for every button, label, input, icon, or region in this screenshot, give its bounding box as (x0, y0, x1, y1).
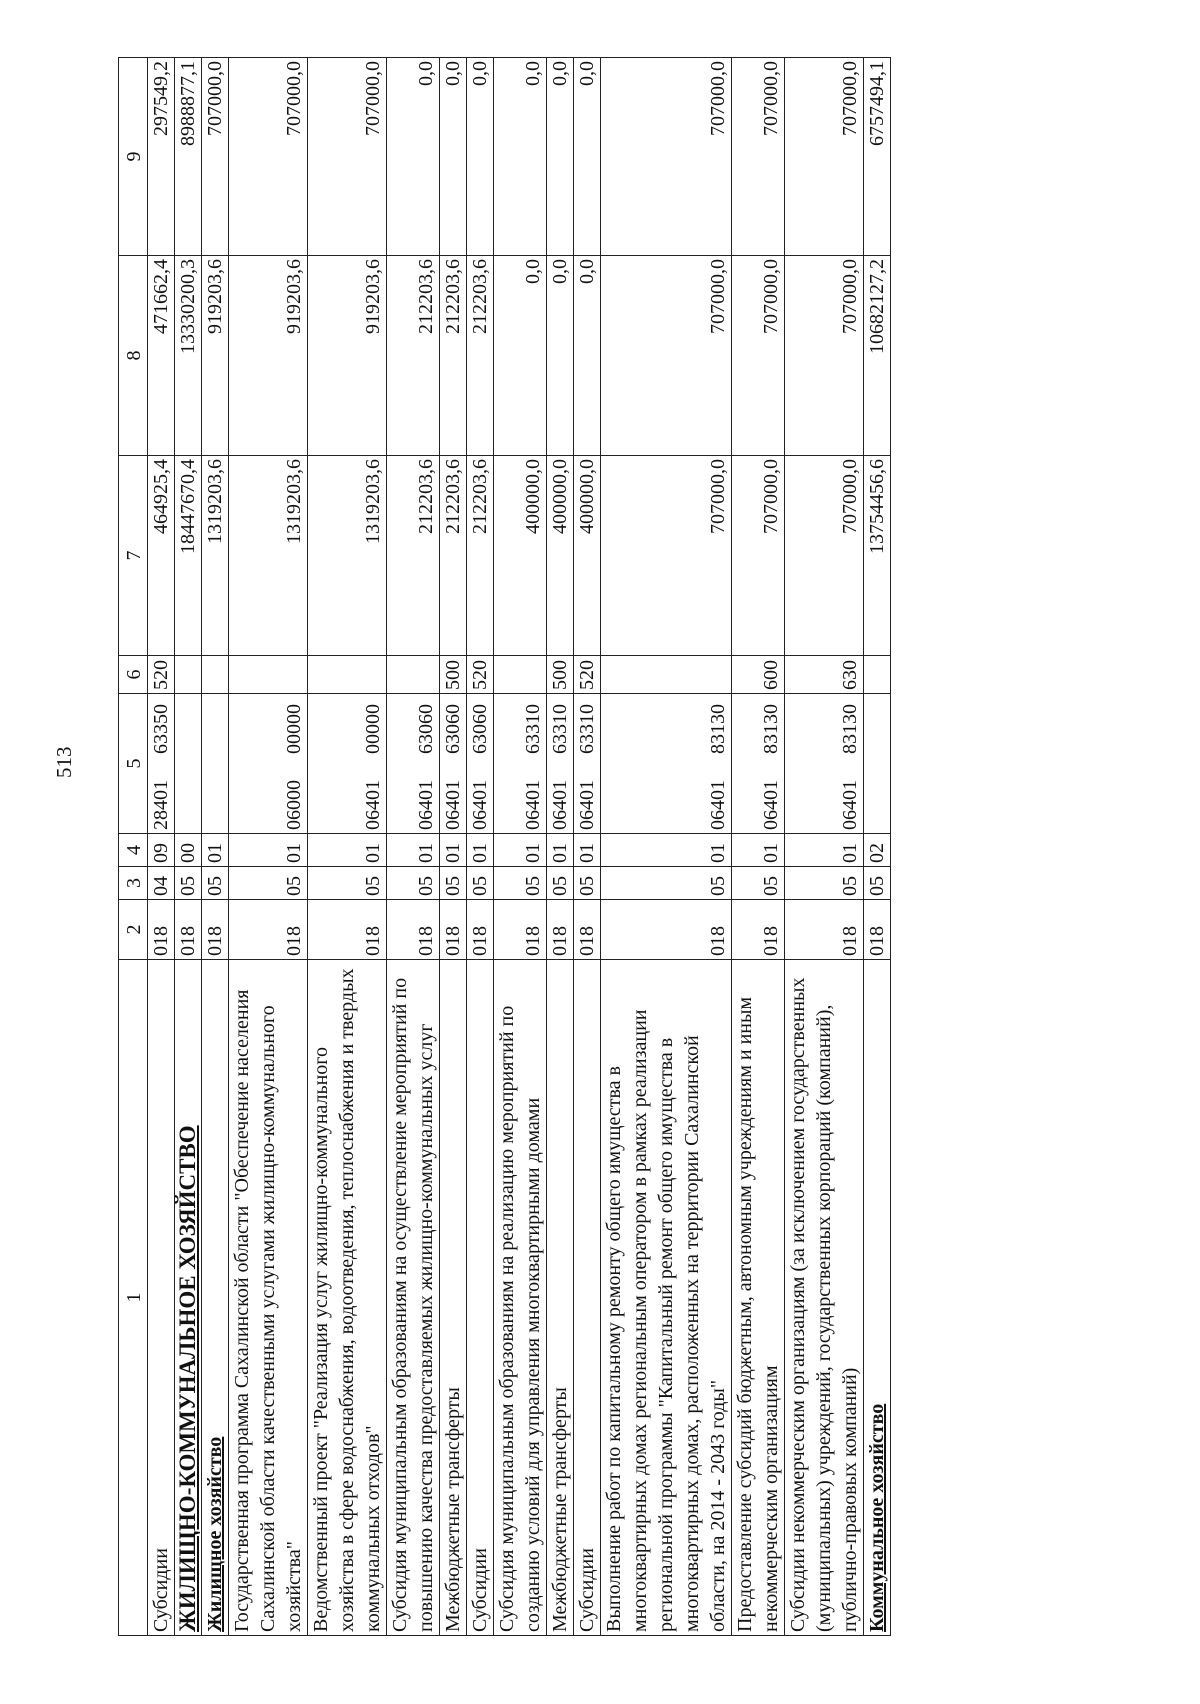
row-code-4: 02 (864, 834, 891, 867)
row-value-9: 707000,0 (308, 58, 387, 256)
row-code-6 (864, 656, 891, 694)
row-code-5b: 63350 (150, 704, 172, 754)
row-code-6 (308, 656, 387, 694)
row-code-5 (308, 694, 387, 834)
row-code-5b: 00000 (283, 704, 305, 754)
row-code-3: 05 (229, 867, 308, 900)
row-code-5 (387, 694, 440, 834)
table-row (547, 58, 574, 1636)
row-value-8: 707000,0 (785, 256, 864, 456)
row-name: Субсидия муниципальным образованиям на осуществление мероприятий по повышению качества предоставляемых жилищно-коммунальных услуг (387, 960, 440, 1636)
row-code-4: 01 (732, 834, 785, 867)
row-name: Государственная программа Сахалинской области "Обеспечение населения Сахалинской области качественными услугами жилищно-коммунального хозяйства" (229, 960, 308, 1636)
row-value-8: 0,0 (574, 256, 601, 456)
row-code-4: 01 (229, 834, 308, 867)
row-value-7: 212203,6 (387, 456, 440, 656)
row-name: Коммунальное хозяйство (864, 960, 891, 1636)
table-row (308, 58, 387, 1636)
row-code-3: 05 (785, 867, 864, 900)
row-code-6 (601, 656, 732, 694)
rotated-table-wrapper (118, 58, 1168, 1636)
row-name: Ведомственный проект "Реализация услуг жилищно-коммунального хозяйства в сфере водоснабжения, водоотведения, теплоснабжения и твердых коммунальных отходов" (308, 960, 387, 1636)
row-value-9: 707000,0 (732, 58, 785, 256)
row-name: ЖИЛИЩНО-КОММУНАЛЬНОЕ ХОЗЯЙСТВО (175, 960, 202, 1636)
row-code-2: 018 (547, 900, 574, 960)
row-code-5b: 63060 (469, 704, 491, 754)
row-value-9: 8988877,1 (175, 58, 202, 256)
row-code-4: 01 (601, 834, 732, 867)
row-value-7: 1319203,6 (308, 456, 387, 656)
row-code-5b: 63060 (442, 704, 464, 754)
row-code-5 (175, 694, 202, 834)
row-value-9: 707000,0 (601, 58, 732, 256)
header-row (119, 58, 148, 1636)
row-code-4: 01 (574, 834, 601, 867)
row-value-8: 707000,0 (732, 256, 785, 456)
row-name: Субсидия муниципальным образованиям на реализацию мероприятий по созданию условий для управления многоквартирными домами (494, 960, 547, 1636)
row-code-3: 05 (308, 867, 387, 900)
row-code-6: 520 (574, 656, 601, 694)
row-name: Субсидии (467, 960, 494, 1636)
row-value-9: 707000,0 (229, 58, 308, 256)
row-code-5a: 06401 (576, 780, 598, 830)
table-row (864, 58, 891, 1636)
table-row (732, 58, 785, 1636)
row-value-8: 212203,6 (467, 256, 494, 456)
row-value-8: 10682127,2 (864, 256, 891, 456)
row-code-2: 018 (574, 900, 601, 960)
row-code-5b: 00000 (362, 704, 384, 754)
row-code-5b: 63310 (549, 704, 571, 754)
row-code-5a: 06401 (839, 780, 861, 830)
row-code-6: 520 (148, 656, 175, 694)
row-value-7: 13754456,6 (864, 456, 891, 656)
row-value-9: 707000,0 (785, 58, 864, 256)
row-code-2: 018 (732, 900, 785, 960)
row-value-7: 18447670,4 (175, 456, 202, 656)
row-code-5a: 06401 (469, 780, 491, 830)
row-code-3: 05 (574, 867, 601, 900)
row-code-3: 05 (601, 867, 732, 900)
row-code-4: 01 (308, 834, 387, 867)
row-code-4: 01 (494, 834, 547, 867)
row-code-3: 05 (175, 867, 202, 900)
row-value-7: 1319203,6 (202, 456, 229, 656)
row-code-4: 09 (148, 834, 175, 867)
row-value-7: 212203,6 (440, 456, 467, 656)
col-header-6: 6 (119, 656, 148, 694)
table-row (467, 58, 494, 1636)
col-header-2: 2 (119, 900, 148, 960)
row-code-5a: 06401 (549, 780, 571, 830)
row-value-7: 212203,6 (467, 456, 494, 656)
row-code-5 (148, 694, 175, 834)
col-header-8: 8 (119, 256, 148, 456)
row-code-5a: 06401 (707, 780, 729, 830)
row-code-4: 01 (785, 834, 864, 867)
page-number: 513 (52, 746, 76, 778)
row-name: Субсидии некоммерческим организациям (за исключением государственных (муниципальных) учреждений, государственных корпораций (компаний), публично-правовых компаний) (785, 960, 864, 1636)
row-code-5 (785, 694, 864, 834)
row-value-7: 707000,0 (732, 456, 785, 656)
row-value-9: 297549,2 (148, 58, 175, 256)
row-code-5a: 06401 (362, 780, 384, 830)
row-code-6 (202, 656, 229, 694)
row-code-4: 01 (547, 834, 574, 867)
table-row (785, 58, 864, 1636)
row-code-5a: 06401 (415, 780, 437, 830)
row-code-5b: 83130 (760, 704, 782, 754)
row-code-3: 05 (440, 867, 467, 900)
row-code-6 (494, 656, 547, 694)
row-code-5 (202, 694, 229, 834)
row-value-8: 471662,4 (148, 256, 175, 456)
row-code-5a: 06000 (283, 780, 305, 830)
table-body (148, 58, 891, 1636)
row-name: Выполнение работ по капитальному ремонту общего имущества в многоквартирных домах региональным оператором в рамках реализации региональной программы "Капитальный ремонт общего имущества в многоквартирных домах, расположенных на территории Сахалинской области, на 2014 - 2043 годы" (601, 960, 732, 1636)
row-name: Межбюджетные трансферты (440, 960, 467, 1636)
table-row (175, 58, 202, 1636)
row-code-5a: 28401 (150, 780, 172, 830)
row-code-4: 01 (202, 834, 229, 867)
row-code-5 (229, 694, 308, 834)
row-code-3: 05 (732, 867, 785, 900)
row-code-6: 600 (732, 656, 785, 694)
row-code-2: 018 (785, 900, 864, 960)
row-code-4: 01 (387, 834, 440, 867)
row-value-9: 0,0 (494, 58, 547, 256)
row-value-8: 0,0 (494, 256, 547, 456)
row-code-2: 018 (229, 900, 308, 960)
row-code-5 (732, 694, 785, 834)
row-code-3: 05 (202, 867, 229, 900)
row-code-6 (387, 656, 440, 694)
row-code-5a: 06401 (760, 780, 782, 830)
col-header-1: 1 (119, 960, 148, 1636)
row-code-3: 05 (864, 867, 891, 900)
row-code-2: 018 (864, 900, 891, 960)
row-code-4: 01 (467, 834, 494, 867)
row-value-8: 919203,6 (202, 256, 229, 456)
row-code-3: 05 (387, 867, 440, 900)
budget-table (118, 57, 891, 1636)
row-value-7: 707000,0 (601, 456, 732, 656)
row-code-2: 018 (148, 900, 175, 960)
table-row (494, 58, 547, 1636)
col-header-5: 5 (119, 694, 148, 834)
row-code-4: 01 (440, 834, 467, 867)
row-code-3: 05 (494, 867, 547, 900)
table-row (229, 58, 308, 1636)
table-row (574, 58, 601, 1636)
row-value-8: 0,0 (547, 256, 574, 456)
row-code-5b: 83130 (839, 704, 861, 754)
row-code-2: 018 (494, 900, 547, 960)
row-code-5a: 06401 (442, 780, 464, 830)
table-row (440, 58, 467, 1636)
row-value-9: 707000,0 (202, 58, 229, 256)
row-value-8: 212203,6 (387, 256, 440, 456)
row-value-8: 919203,6 (308, 256, 387, 456)
row-code-2: 018 (202, 900, 229, 960)
row-name: Субсидии (574, 960, 601, 1636)
row-code-5b: 63310 (522, 704, 544, 754)
row-code-2: 018 (601, 900, 732, 960)
row-value-7: 400000,0 (574, 456, 601, 656)
row-value-8: 707000,0 (601, 256, 732, 456)
col-header-9: 9 (119, 58, 148, 256)
row-code-5 (864, 694, 891, 834)
table-row (148, 58, 175, 1636)
row-code-5 (440, 694, 467, 834)
row-code-5 (467, 694, 494, 834)
row-code-5 (601, 694, 732, 834)
row-code-3: 05 (547, 867, 574, 900)
row-value-9: 0,0 (547, 58, 574, 256)
table-row (601, 58, 732, 1636)
row-value-9: 6757494,1 (864, 58, 891, 256)
row-code-3: 05 (467, 867, 494, 900)
row-code-6 (175, 656, 202, 694)
row-code-4: 00 (175, 834, 202, 867)
row-value-7: 464925,4 (148, 456, 175, 656)
row-value-8: 919203,6 (229, 256, 308, 456)
row-code-3: 04 (148, 867, 175, 900)
col-header-3: 3 (119, 867, 148, 900)
row-value-8: 212203,6 (440, 256, 467, 456)
col-header-4: 4 (119, 834, 148, 867)
row-value-7: 400000,0 (494, 456, 547, 656)
row-code-2: 018 (467, 900, 494, 960)
row-name: Жилищное хозяйство (202, 960, 229, 1636)
row-code-5b: 63060 (415, 704, 437, 754)
row-value-8: 13330200,3 (175, 256, 202, 456)
row-code-2: 018 (175, 900, 202, 960)
row-code-5b: 63310 (576, 704, 598, 754)
row-code-5a: 06401 (522, 780, 544, 830)
row-value-9: 0,0 (467, 58, 494, 256)
row-value-9: 0,0 (387, 58, 440, 256)
row-code-6: 500 (440, 656, 467, 694)
row-name: Субсидии (148, 960, 175, 1636)
col-header-7: 7 (119, 456, 148, 656)
row-code-6: 630 (785, 656, 864, 694)
row-code-5 (494, 694, 547, 834)
row-name: Предоставление субсидий бюджетным, автономным учреждениям и иным некоммерческим организациям (732, 960, 785, 1636)
row-value-7: 1319203,6 (229, 456, 308, 656)
row-code-2: 018 (440, 900, 467, 960)
row-value-7: 707000,0 (785, 456, 864, 656)
row-code-6: 520 (467, 656, 494, 694)
table-row (202, 58, 229, 1636)
row-code-5 (574, 694, 601, 834)
table-row (387, 58, 440, 1636)
row-code-6 (229, 656, 308, 694)
row-code-2: 018 (387, 900, 440, 960)
row-value-7: 400000,0 (547, 456, 574, 656)
row-code-5b: 83130 (707, 704, 729, 754)
row-code-5 (547, 694, 574, 834)
row-value-9: 0,0 (440, 58, 467, 256)
row-code-2: 018 (308, 900, 387, 960)
row-code-6: 500 (547, 656, 574, 694)
row-name: Межбюджетные трансферты (547, 960, 574, 1636)
row-value-9: 0,0 (574, 58, 601, 256)
